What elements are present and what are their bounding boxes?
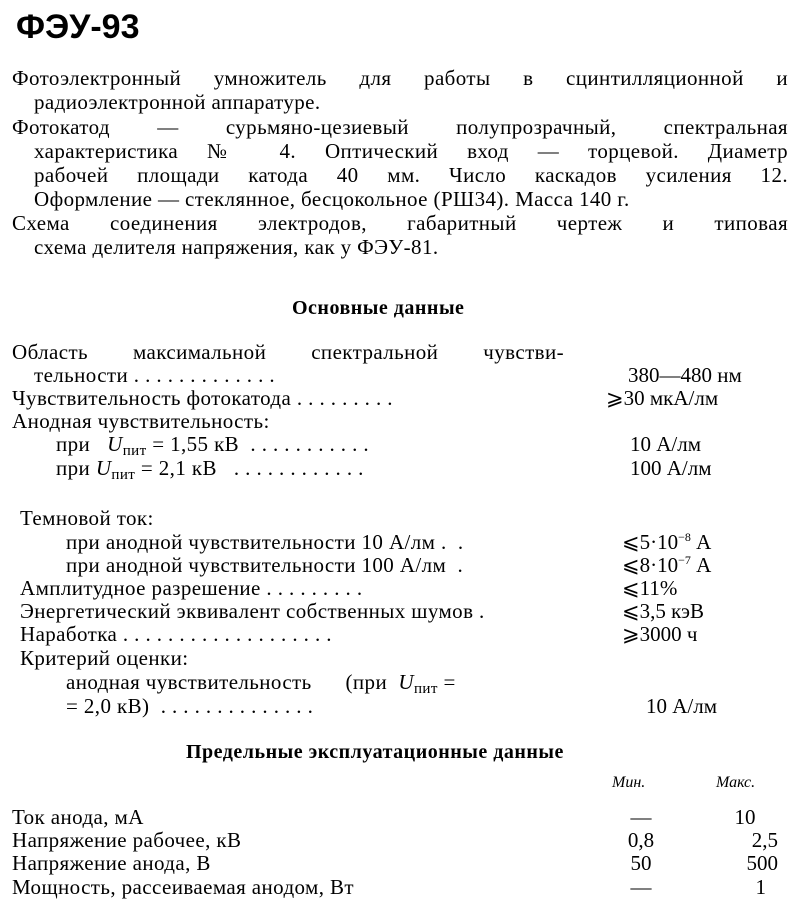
noise-row: Энергетический эквивалент собственных шумов . bbox=[20, 599, 485, 623]
spectral-label-cont: тельности . . . . . . . . . . . . . bbox=[34, 363, 276, 387]
intro-line-5: рабочей площади катода 40 мм. Число каскадов усиления 12. bbox=[34, 163, 788, 187]
limits-row-max: 1 bbox=[755, 875, 766, 899]
criterion-line-2: = 2,0 кВ) . . . . . . . . . . . . . . bbox=[66, 694, 314, 718]
limits-row-max: 500 bbox=[746, 851, 778, 875]
life-value: ⩾3000 ч bbox=[622, 622, 698, 646]
min-column-header: Мин. bbox=[612, 774, 646, 791]
leader-dots: . . . . . . . . . . . . . . . . . . . bbox=[117, 622, 332, 646]
dark-row-1: при анодной чувствительности 10 А/лм . . bbox=[66, 530, 464, 554]
intro-line-8: схема делителя напряжения, как у ФЭУ-81. bbox=[34, 235, 439, 259]
page-title: ФЭУ-93 bbox=[16, 8, 140, 46]
dark-row-2: при анодной чувствительности 100 А/лм . bbox=[66, 553, 464, 577]
dark-row-2-value: $⩽8\cdot 10^{-7}$ А bbox=[622, 553, 712, 577]
criterion-line-1: анодная чувствительность (при $U_{пит}$ = bbox=[66, 670, 456, 697]
amp-row: Амплитудное разрешение . . . . . . . . . bbox=[20, 576, 363, 600]
leader-dots: . . bbox=[435, 530, 464, 554]
limits-row-min: 50 bbox=[630, 851, 652, 875]
dark-current-label: Темновой ток: bbox=[20, 506, 154, 530]
leader-dots: . . . . . . . . . . . bbox=[239, 432, 370, 456]
criterion-value: 10 А/лм bbox=[646, 694, 718, 718]
cathode-row: Чувствительность фотокатода . . . . . . . . . bbox=[12, 386, 393, 410]
limits-row-max: 10 bbox=[734, 805, 756, 829]
anode-label: Анодная чувствительность: bbox=[12, 409, 270, 433]
limits-row-label: Напряжение рабочее, кВ bbox=[12, 828, 242, 852]
intro-line-1: Фотоэлектронный умножитель для работы в сцинтилляционной и bbox=[12, 66, 788, 90]
limits-row-min: — bbox=[630, 875, 652, 899]
max-column-header: Макс. bbox=[716, 774, 756, 791]
leader-dots: . . . . . . . . . . . . . bbox=[128, 363, 276, 387]
leader-dots: . bbox=[473, 599, 485, 623]
leader-dots: . . . . . . . . . . . . . . bbox=[149, 694, 314, 718]
dark-row-1-value: $⩽5\cdot 10^{-8}$ А bbox=[622, 530, 712, 554]
limits-row-label: Напряжение анода, В bbox=[12, 851, 211, 875]
criterion-label: Критерий оценки: bbox=[20, 646, 189, 670]
life-row: Наработка . . . . . . . . . . . . . . . . . . . bbox=[20, 622, 332, 646]
limits-row-label: Ток анода, мА bbox=[12, 805, 144, 829]
limits-heading: Предельные эксплуатационные данные bbox=[186, 741, 564, 763]
intro-line-2: радиоэлектронной аппаратуре. bbox=[34, 90, 321, 114]
spectral-label: Область максимальной спектральной чувстви- bbox=[12, 340, 564, 364]
anode-row-2-value: 100 А/лм bbox=[630, 456, 712, 480]
cathode-value: ⩾30 мкА/лм bbox=[606, 386, 719, 410]
leader-dots: . bbox=[446, 553, 464, 577]
anode-row-1-value: 10 А/лм bbox=[630, 432, 702, 456]
intro-line-3: Фотокатод — сурьмяно-цезиевый полупрозрачный, спектральная bbox=[12, 115, 788, 139]
limits-row-min: 0,8 bbox=[627, 828, 655, 852]
leader-dots: . . . . . . . . . bbox=[260, 576, 363, 600]
intro-line-6: Оформление — стеклянное, бесцокольное (РШ34). Масса 140 г. bbox=[34, 187, 630, 211]
leader-dots: . . . . . . . . . bbox=[291, 386, 393, 410]
anode-row-2: при $U_{пит} = 2,1$ кВ . . . . . . . . . . . . bbox=[56, 456, 364, 483]
intro-line-4: характеристика № 4. Оптический вход — торцевой. Диаметр bbox=[34, 139, 788, 163]
limits-row-min: — bbox=[630, 805, 652, 829]
limits-row-max: 2,5 bbox=[751, 828, 778, 852]
main-heading: Основные данные bbox=[292, 297, 465, 319]
spectral-value: 380—480 нм bbox=[628, 363, 742, 387]
limits-row-label: Мощность, рассеиваемая анодом, Вт bbox=[12, 875, 355, 899]
intro-line-7: Схема соединения электродов, габаритный чертеж и типовая bbox=[12, 211, 788, 235]
amp-value: ⩽11% bbox=[622, 576, 678, 600]
leader-dots: . . . . . . . . . . . . bbox=[216, 456, 364, 480]
noise-value: ⩽3,5 кэВ bbox=[622, 599, 705, 623]
anode-row-1: при $U_{пит} = 1,55$ кВ . . . . . . . . . . . bbox=[56, 432, 370, 459]
